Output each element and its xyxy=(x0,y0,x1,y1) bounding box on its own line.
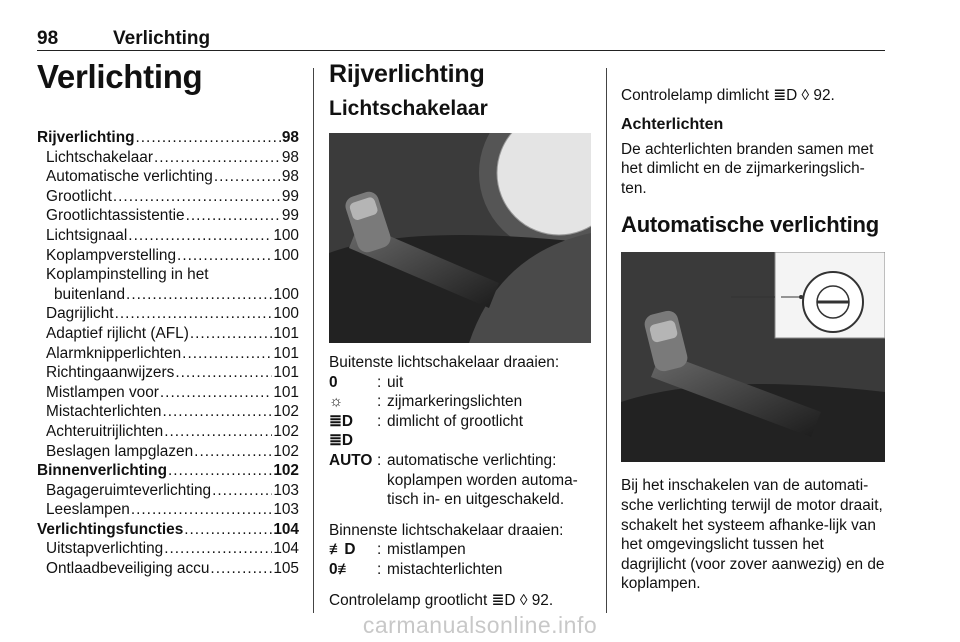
toc-entry-title: Automatische verlichting xyxy=(46,168,213,186)
table-of-contents xyxy=(37,128,299,579)
toc-entry-title: Koplampverstelling xyxy=(46,246,177,264)
legend-separator: : xyxy=(377,541,382,559)
toc-entry[interactable] xyxy=(37,363,299,383)
legend-separator: : xyxy=(377,412,382,430)
toc-entry-page: 104 xyxy=(273,520,299,538)
off-icon: 0 xyxy=(329,373,338,391)
toc-entry-page: 101 xyxy=(273,383,299,401)
outer-switch-legend xyxy=(329,373,593,510)
inner-switch-intro: Binnenste lichtschakelaar draaien: xyxy=(329,521,564,539)
toc-entry-title: Rijverlichting xyxy=(37,129,135,146)
toc-dot-leader xyxy=(126,285,272,305)
toc-entry-page: 99 xyxy=(281,207,299,225)
toc-dot-leader xyxy=(190,324,272,344)
toc-entry[interactable] xyxy=(37,265,299,285)
toc-dot-leader xyxy=(136,128,281,148)
side-marker-icon: ☼ xyxy=(329,393,344,411)
page-header xyxy=(37,26,885,51)
toc-entry-page: 104 xyxy=(273,540,299,558)
toc-entry-page: 102 xyxy=(273,442,299,460)
toc-dot-leader xyxy=(177,246,272,266)
toc-entry-title: Leeslampen xyxy=(46,501,130,519)
toc-entry-page: 101 xyxy=(273,324,299,342)
toc-entry-title: Mistlampen voor xyxy=(46,383,159,401)
toc-entry-page: 100 xyxy=(273,305,299,323)
toc-entry[interactable] xyxy=(37,324,299,344)
toc-entry[interactable] xyxy=(37,304,299,324)
toc-entry[interactable] xyxy=(37,461,299,481)
legend-description: mistachterlichten xyxy=(387,560,503,578)
toc-entry[interactable] xyxy=(37,167,299,187)
toc-entry-title: Mistachterlichten xyxy=(46,403,162,421)
auto-lights-column xyxy=(621,86,885,594)
toc-entry-page: 98 xyxy=(281,129,299,146)
chapter-title: Verlichting xyxy=(37,58,203,95)
toc-entry[interactable] xyxy=(37,422,299,442)
toc-entry-page: 98 xyxy=(281,148,299,166)
rear-lights-heading: Achterlichten xyxy=(621,115,724,133)
inner-switch-legend xyxy=(329,540,593,579)
legend-description: uit xyxy=(387,373,404,391)
toc-dot-leader xyxy=(210,559,272,579)
toc-entry-page: 100 xyxy=(273,246,299,264)
toc-entry-page: 103 xyxy=(273,481,299,499)
toc-dot-leader xyxy=(164,539,272,559)
toc-entry[interactable] xyxy=(37,246,299,266)
toc-dot-leader xyxy=(113,187,281,207)
high-beam-control-text: Controlelamp grootlicht ≣D ◊ 92. xyxy=(329,591,554,609)
legend-separator: : xyxy=(377,393,382,411)
toc-column xyxy=(37,58,299,579)
toc-entry[interactable] xyxy=(37,187,299,207)
toc-entry-page: 101 xyxy=(273,344,299,362)
toc-entry-title: Richtingaanwijzers xyxy=(46,364,175,382)
toc-entry-title: Binnenverlichting xyxy=(37,462,167,480)
toc-entry-title: Dagrijlicht xyxy=(46,305,114,323)
legend-description: dimlicht of grootlicht xyxy=(387,412,524,430)
toc-entry-title: Achteruitrijlichten xyxy=(46,422,164,440)
toc-dot-leader xyxy=(131,500,272,520)
toc-entry-title: Uitstapverlichting xyxy=(46,540,164,558)
toc-dot-leader xyxy=(115,304,273,324)
toc-dot-leader xyxy=(186,206,281,226)
toc-entry-title: Beslagen lampglazen xyxy=(46,442,194,460)
toc-entry-title: Grootlicht xyxy=(46,187,112,205)
low-beam-control-text: Controlelamp dimlicht ≣D ◊ 92. xyxy=(621,87,835,104)
toc-dot-leader xyxy=(164,422,272,442)
page-number: 98 xyxy=(37,28,59,49)
outer-switch-intro: Buitenste lichtschakelaar draaien: xyxy=(329,354,560,371)
toc-entry-page: 102 xyxy=(273,462,299,480)
legend-separator: : xyxy=(377,451,382,469)
toc-entry[interactable] xyxy=(37,500,299,520)
toc-entry-title: buitenland xyxy=(54,285,126,303)
legend-description: automatische verlichting: koplampen worden automa-tisch in- en uitgeschakeld. xyxy=(387,451,578,509)
auto-lights-text: Bij het inschakelen van de automati-sche verlichting terwijl de motor draait, schakelt het systeem afhanke-lijk van het omgevingslicht tussen het dagrijlicht (voor zover aanwezig) en de koplampen. xyxy=(621,477,885,593)
toc-entry[interactable] xyxy=(37,383,299,403)
subsection-title: Lichtschakelaar xyxy=(329,97,488,120)
toc-entry-page: 100 xyxy=(273,226,299,244)
legend-separator: : xyxy=(377,373,382,391)
toc-entry-page: 101 xyxy=(273,364,299,382)
toc-entry-title: Verlichtingsfuncties xyxy=(37,520,184,538)
toc-dot-leader xyxy=(175,363,272,383)
toc-entry[interactable] xyxy=(37,128,299,148)
toc-entry-title: Koplampinstelling in het xyxy=(46,266,209,284)
headlight-icon: ≣D ≣D xyxy=(329,412,354,450)
toc-entry[interactable] xyxy=(37,559,299,579)
legend-description: mistlampen xyxy=(387,541,466,559)
toc-entry-page: 103 xyxy=(273,501,299,519)
toc-dot-leader xyxy=(194,442,272,462)
section-title: Rijverlichting xyxy=(329,60,485,88)
toc-dot-leader xyxy=(160,383,272,403)
toc-dot-leader xyxy=(162,402,272,422)
toc-entry-page: 99 xyxy=(281,187,299,205)
legend-separator: : xyxy=(377,560,382,578)
column-divider-1 xyxy=(313,68,314,613)
toc-entry[interactable] xyxy=(37,442,299,462)
toc-entry-page: 105 xyxy=(273,560,299,578)
toc-dot-leader xyxy=(128,226,272,246)
light-switch-photo xyxy=(329,133,591,343)
toc-entry[interactable] xyxy=(37,206,299,226)
legend-description: zijmarkeringslichten xyxy=(387,393,523,411)
toc-dot-leader xyxy=(184,520,272,540)
toc-entry[interactable] xyxy=(37,344,299,364)
toc-entry[interactable] xyxy=(37,148,299,168)
auto-lights-title: Automatische verlichting xyxy=(621,212,880,238)
driving-lights-column xyxy=(329,60,593,610)
toc-entry-page: 102 xyxy=(273,403,299,421)
toc-dot-leader xyxy=(214,167,281,187)
toc-entry-title: Alarmknipperlichten xyxy=(46,344,182,362)
toc-entry-title: Lichtsignaal xyxy=(46,226,128,244)
site-watermark: carmanualsonline.info xyxy=(362,612,598,638)
toc-entry[interactable] xyxy=(37,226,299,246)
toc-entry-title: Lichtschakelaar xyxy=(46,148,153,166)
toc-dot-leader xyxy=(212,481,272,501)
toc-entry[interactable] xyxy=(37,481,299,501)
toc-entry[interactable] xyxy=(37,539,299,559)
toc-entry[interactable] xyxy=(37,285,299,305)
column-divider-2 xyxy=(606,68,607,613)
toc-entry-title: Ontlaadbeveiliging accu xyxy=(46,560,210,578)
toc-entry-page: 100 xyxy=(273,285,299,303)
toc-entry-title: Grootlichtassistentie xyxy=(46,207,185,225)
toc-dot-leader xyxy=(168,461,272,481)
toc-entry-title: Bagageruimteverlichting xyxy=(46,481,212,499)
front-fog-icon: ≢D xyxy=(329,541,356,559)
toc-entry[interactable] xyxy=(37,402,299,422)
toc-entry-page: 102 xyxy=(273,422,299,440)
auto-icon: AUTO xyxy=(329,451,373,469)
rear-fog-icon: 0≢ xyxy=(329,560,353,578)
auto-lights-photo xyxy=(621,252,885,462)
toc-entry-page: 98 xyxy=(281,168,299,186)
toc-entry-title: Adaptief rijlicht (AFL) xyxy=(46,324,189,342)
toc-dot-leader xyxy=(154,148,281,168)
toc-entry[interactable] xyxy=(37,520,299,540)
running-section-title: Verlichting xyxy=(113,28,211,49)
rear-lights-text: De achterlichten branden samen met het dimlicht en de zijmarkeringslich-ten. xyxy=(621,140,874,197)
toc-dot-leader xyxy=(182,344,272,364)
